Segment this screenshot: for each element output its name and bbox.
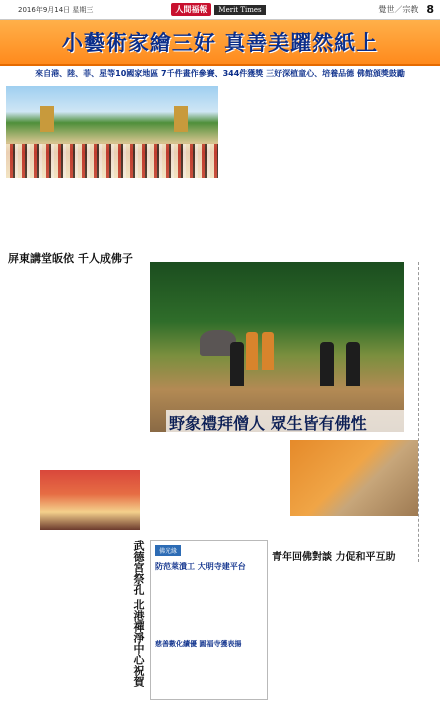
article-headline-elephant: 野象禮拜僧人 眾生皆有佛性 [166, 410, 416, 435]
pagoda-shape [174, 106, 188, 132]
issue-date: 2016年9月14日 星期三 [18, 5, 94, 14]
crowd-shape [6, 144, 218, 178]
box-tag: 佛光緣 [155, 545, 181, 556]
masthead [171, 3, 265, 16]
person-shape [320, 342, 334, 386]
pagoda-shape [40, 106, 54, 132]
headline-subhead: 來自港、陸、菲、星等10國家地區 7千件畫作參賽、344件獲獎 三好深植童心、培養品德 佛館頒獎鼓勵 [35, 69, 405, 78]
article-headline-youth: 青年回佛對談 力促和平互助 [272, 552, 396, 563]
monk-shape [262, 332, 274, 370]
lead-article-text [222, 86, 434, 246]
page-number: 8 [426, 3, 434, 16]
ceremony-photo [40, 470, 140, 530]
box-subtitle: 慈善數化續優 圓福寺獲表揚 [155, 640, 242, 648]
award-ceremony-photo [6, 86, 218, 178]
elephant-monk-photo [150, 262, 404, 432]
box-title: 防范萊潰工 大明寺建平台 [155, 562, 246, 571]
brand-logo-cn: 人間福報 [171, 3, 211, 16]
article-headline-wude: 武德宮祭孔 北港禪淨中心祝賀 [132, 540, 145, 687]
column-divider [418, 262, 436, 562]
buddha-light-box [150, 540, 268, 700]
article-headline-pingtung: 屏東講堂皈依 千人成佛子 [8, 252, 133, 265]
person-shape [346, 342, 360, 386]
main-headline: 小藝術家繪三好 真善美躍然紙上 [61, 31, 379, 55]
monk-shape [246, 332, 258, 370]
section-label: 覺世／宗教 [378, 5, 419, 14]
person-shape [230, 342, 244, 386]
brand-logo-en: Merit Times [214, 5, 265, 15]
monk-dog-photo [290, 440, 418, 516]
top-bar [0, 0, 440, 20]
headline-banner [0, 20, 440, 66]
